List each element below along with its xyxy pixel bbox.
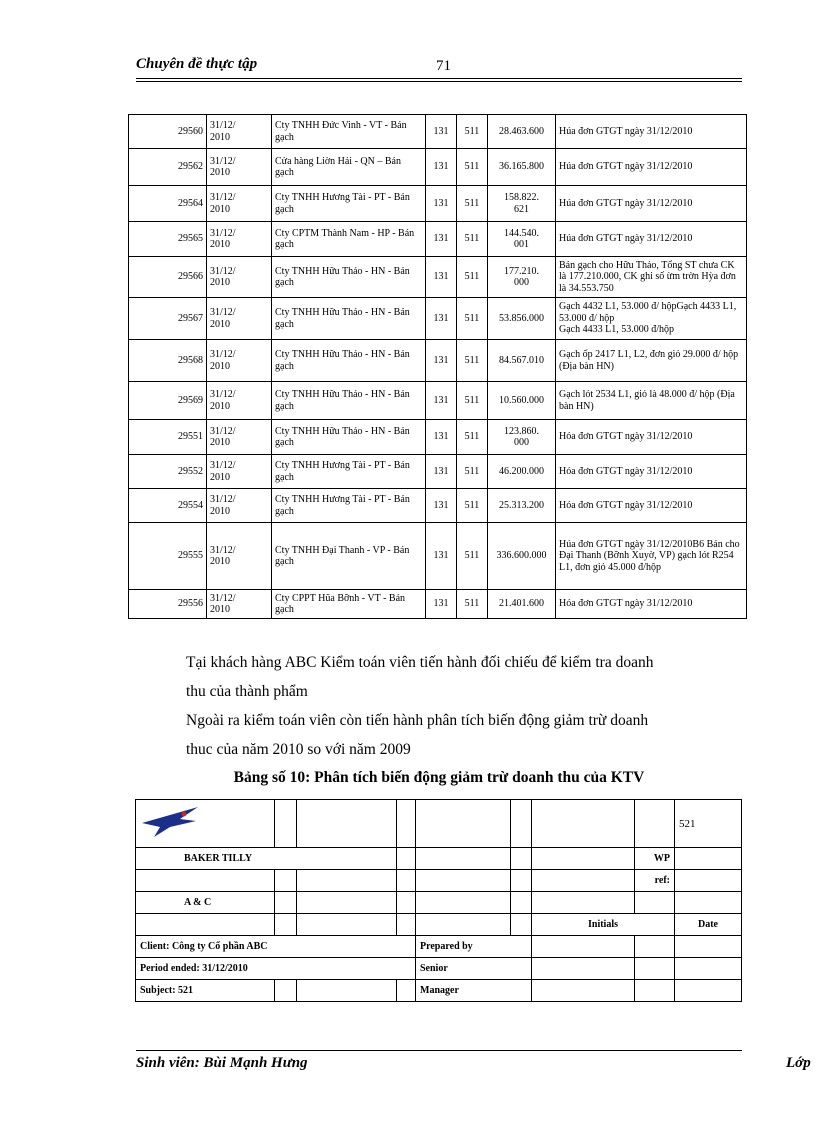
header-title: Chuyên đề thực tập: [136, 56, 258, 72]
description: Hóa đơn GTGT ngày 31/12/2010: [556, 590, 747, 619]
description: Húa đơn GTGT ngày 31/12/2010: [556, 186, 747, 222]
header-rule-double: [136, 81, 742, 82]
table-row: [129, 222, 747, 257]
ledger-body: [129, 115, 747, 619]
entry-number: 29560: [129, 115, 207, 149]
form-code: 521: [675, 800, 742, 848]
table-row: [129, 523, 747, 590]
entry-number: 29556: [129, 590, 207, 619]
entry-number: 29555: [129, 523, 207, 590]
customer-name: Cty CPPT Hũa Bỡnh - VT - Bán gạch: [272, 590, 426, 619]
description: Bán gạch cho Hữu Thảo, Tổng ST chưa CK là 177.210.000, CK ghi số ừm trờn Hỳa đơn là 34.553.750: [556, 257, 747, 298]
entry-number: 29567: [129, 298, 207, 340]
description: Hóa đơn GTGT ngày 31/12/2010: [556, 489, 747, 523]
table-row: [129, 298, 747, 340]
entry-number: 29554: [129, 489, 207, 523]
subject-label: Subject: 521: [136, 980, 275, 1002]
description: Hóa đơn GTGT ngày 31/12/2010: [556, 420, 747, 455]
debit-account: 131: [426, 340, 457, 382]
paragraph-2-line-2: thuc của năm 2010 so với năm 2009: [186, 741, 411, 758]
entry-date: 31/12/ 2010: [207, 115, 272, 149]
table-row: [129, 590, 747, 619]
credit-account: 511: [457, 257, 488, 298]
table-row: [129, 149, 747, 186]
initials-label: Initials: [532, 914, 675, 936]
firm-name: BAKER TILLY: [136, 848, 397, 870]
credit-account: 511: [457, 590, 488, 619]
customer-name: Cty TNHH Đức Vinh - VT - Bán gạch: [272, 115, 426, 149]
customer-name: Cty TNHH Hữu Thảo - HN - Bán gạch: [272, 298, 426, 340]
date-label: Date: [675, 914, 742, 936]
description: Hóa đơn GTGT ngày 31/12/2010: [556, 455, 747, 489]
entry-date: 31/12/ 2010: [207, 382, 272, 420]
amount: 144.540. 001: [488, 222, 556, 257]
credit-account: 511: [457, 149, 488, 186]
debit-account: 131: [426, 489, 457, 523]
credit-account: 511: [457, 340, 488, 382]
entry-number: 29566: [129, 257, 207, 298]
debit-account: 131: [426, 257, 457, 298]
amount: 177.210. 000: [488, 257, 556, 298]
table-caption: Bảng số 10: Phân tích biến động giảm trừ doanh thu của KTV: [233, 769, 645, 786]
entry-date: 31/12/ 2010: [207, 523, 272, 590]
firm-subname: A & C: [136, 892, 275, 914]
entry-date: 31/12/ 2010: [207, 420, 272, 455]
description: Húa đơn GTGT ngày 31/12/2010B6 Bán cho Đại Thanh (Bỡnh Xuyờ, VP) gạch lót R254 L1, đơn giỏ 45.000 đ/hộp: [556, 523, 747, 590]
manager-label: Manager: [416, 980, 532, 1002]
credit-account: 511: [457, 420, 488, 455]
entry-number: 29568: [129, 340, 207, 382]
entry-date: 31/12/ 2010: [207, 222, 272, 257]
prepared-by-label: Prepared by: [416, 936, 532, 958]
working-paper-form: [135, 799, 742, 1002]
table-row: [129, 257, 747, 298]
debit-account: 131: [426, 382, 457, 420]
table-row: [129, 340, 747, 382]
debit-account: 131: [426, 455, 457, 489]
entry-number: 29564: [129, 186, 207, 222]
customer-name: Cty CPTM Thành Nam - HP - Bán gạch: [272, 222, 426, 257]
description: Gạch lót 2534 L1, giỏ là 48.000 đ/ hộp (Địa bàn HN): [556, 382, 747, 420]
entry-date: 31/12/ 2010: [207, 340, 272, 382]
credit-account: 511: [457, 298, 488, 340]
amount: 21.401.600: [488, 590, 556, 619]
customer-name: Cty TNHH Hương Tài - PT - Bán gạch: [272, 186, 426, 222]
paragraph-1-line-1: Tại khách hàng ABC Kiểm toán viên tiến hành đối chiếu để kiểm tra doanh: [186, 654, 654, 671]
customer-name: Cty TNHH Hữu Thảo - HN - Bán gạch: [272, 257, 426, 298]
page-number: 71: [436, 58, 451, 74]
table-row: [129, 382, 747, 420]
amount: 10.560.000: [488, 382, 556, 420]
debit-account: 131: [426, 149, 457, 186]
period-label: Period ended: 31/12/2010: [136, 958, 416, 980]
table-row: [129, 455, 747, 489]
senior-label: Senior: [416, 958, 532, 980]
amount: 36.165.800: [488, 149, 556, 186]
debit-account: 131: [426, 298, 457, 340]
footer-rule: [136, 1050, 742, 1051]
credit-account: 511: [457, 523, 488, 590]
amount: 28.463.600: [488, 115, 556, 149]
entry-date: 31/12/ 2010: [207, 455, 272, 489]
description: Húa đơn GTGT ngày 31/12/2010: [556, 115, 747, 149]
customer-name: Cty TNHH Hữu Thảo - HN - Bán gạch: [272, 382, 426, 420]
entry-number: 29565: [129, 222, 207, 257]
paragraph-2-line-1: Ngoài ra kiểm toán viên còn tiến hành phân tích biến động giảm trừ doanh: [186, 712, 649, 729]
debit-account: 131: [426, 115, 457, 149]
credit-account: 511: [457, 186, 488, 222]
entry-number: 29552: [129, 455, 207, 489]
table-row: [129, 489, 747, 523]
entry-date: 31/12/ 2010: [207, 257, 272, 298]
amount: 25.313.200: [488, 489, 556, 523]
entry-date: 31/12/ 2010: [207, 590, 272, 619]
entry-date: 31/12/ 2010: [207, 149, 272, 186]
amount: 53.856.000: [488, 298, 556, 340]
baker-tilly-logo-icon: [140, 805, 200, 839]
footer-class: Lớp: [786, 1055, 811, 1071]
customer-name: Cty TNHH Đại Thanh - VP - Bán gạch: [272, 523, 426, 590]
description: Húa đơn GTGT ngày 31/12/2010: [556, 222, 747, 257]
client-label: Client: Công ty Cổ phần ABC: [136, 936, 416, 958]
credit-account: 511: [457, 115, 488, 149]
credit-account: 511: [457, 455, 488, 489]
paragraph-2: [186, 706, 738, 764]
debit-account: 131: [426, 186, 457, 222]
debit-account: 131: [426, 222, 457, 257]
description: Gạch 4432 L1, 53.000 đ/ hộpGạch 4433 L1, 53.000 đ/ hộp Gạch 4433 L1, 53.000 đ/hộp: [556, 298, 747, 340]
description: Gạch ốp 2417 L1, L2, đơn giỏ 29.000 đ/ hộp (Địa bàn HN): [556, 340, 747, 382]
customer-name: Cty TNHH Hương Tài - PT - Bán gạch: [272, 455, 426, 489]
footer-student: Sinh viên: Bùi Mạnh Hưng: [136, 1055, 308, 1071]
entry-date: 31/12/ 2010: [207, 298, 272, 340]
table-row: [129, 186, 747, 222]
credit-account: 511: [457, 222, 488, 257]
credit-account: 511: [457, 382, 488, 420]
logo-cell: [136, 800, 275, 848]
paragraph-1: [186, 648, 738, 706]
entry-number: 29569: [129, 382, 207, 420]
amount: 336.600.000: [488, 523, 556, 590]
credit-account: 511: [457, 489, 488, 523]
header-rule: [136, 78, 742, 79]
debit-account: 131: [426, 420, 457, 455]
entry-date: 31/12/ 2010: [207, 489, 272, 523]
amount: 158.822. 621: [488, 186, 556, 222]
entry-number: 29562: [129, 149, 207, 186]
amount: 84.567.010: [488, 340, 556, 382]
amount: 46.200.000: [488, 455, 556, 489]
amount: 123.860. 000: [488, 420, 556, 455]
ref-label: ref:: [635, 870, 675, 892]
customer-name: Cty TNHH Hữu Thảo - HN - Bán gạch: [272, 340, 426, 382]
paragraph-1-line-2: thu của thành phẩm: [186, 683, 308, 700]
description: Húa đơn GTGT ngày 31/12/2010: [556, 149, 747, 186]
sales-ledger-table: [128, 114, 747, 619]
debit-account: 131: [426, 523, 457, 590]
customer-name: Cửa hàng Liờn Hải - QN – Bán gạch: [272, 149, 426, 186]
entry-date: 31/12/ 2010: [207, 186, 272, 222]
customer-name: Cty TNHH Hữu Thảo - HN - Bán gạch: [272, 420, 426, 455]
entry-number: 29551: [129, 420, 207, 455]
table-row: [129, 115, 747, 149]
table-row: [129, 420, 747, 455]
debit-account: 131: [426, 590, 457, 619]
wp-label: WP: [635, 848, 675, 870]
customer-name: Cty TNHH Hương Tài - PT - Bán gạch: [272, 489, 426, 523]
